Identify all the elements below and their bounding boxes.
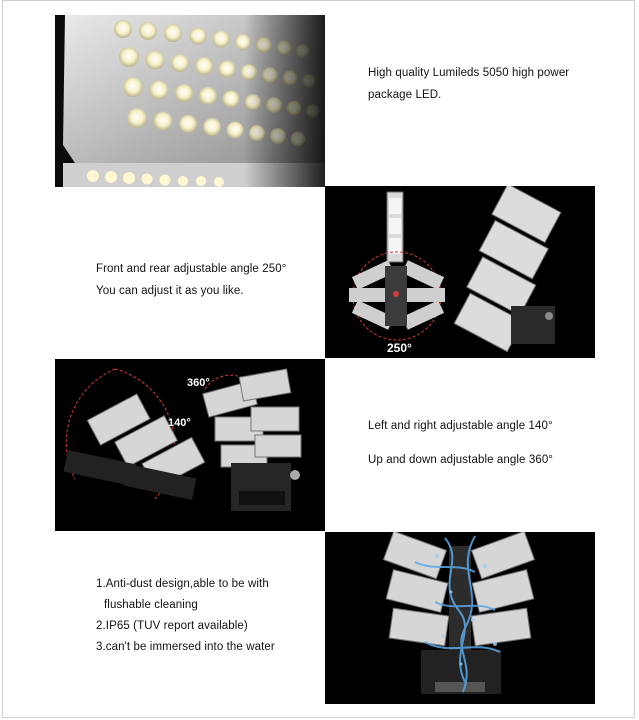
- angle-250-label: 250°: [387, 341, 412, 355]
- led-closeup-image: [55, 15, 325, 187]
- angle-360-label: 360°: [187, 377, 210, 389]
- angle-250-caption: [96, 258, 286, 302]
- floodlight-water-graphic: [325, 532, 595, 704]
- caption-line: 3.can't be immersed into the water: [96, 641, 275, 653]
- caption-line: flushable cleaning: [104, 599, 198, 611]
- caption-line: package LED.: [368, 89, 442, 101]
- caption-line: Left and right adjustable angle 140°: [368, 420, 553, 432]
- led-caption: [368, 62, 569, 106]
- ip65-caption: [96, 574, 275, 658]
- caption-line: You can adjust it as you like.: [96, 285, 244, 297]
- ip65-water-image: [325, 532, 595, 704]
- angle-140-label: 140°: [168, 417, 191, 429]
- caption-line: Front and rear adjustable angle 250°: [96, 263, 287, 275]
- caption-line: High quality Lumileds 5050 high power: [368, 67, 570, 79]
- led-module-graphic: [55, 15, 325, 187]
- caption-line: Up and down adjustable angle 360°: [368, 454, 554, 466]
- angle-140-360-image: [55, 359, 325, 531]
- angle-250-image: [325, 186, 595, 358]
- floodlight-250-graphic: [325, 186, 595, 358]
- caption-line: 2.IP65 (TUV report available): [96, 620, 248, 632]
- caption-line: 1.Anti-dust design,able to be with: [96, 578, 269, 590]
- angle-140-360-caption: [368, 418, 553, 468]
